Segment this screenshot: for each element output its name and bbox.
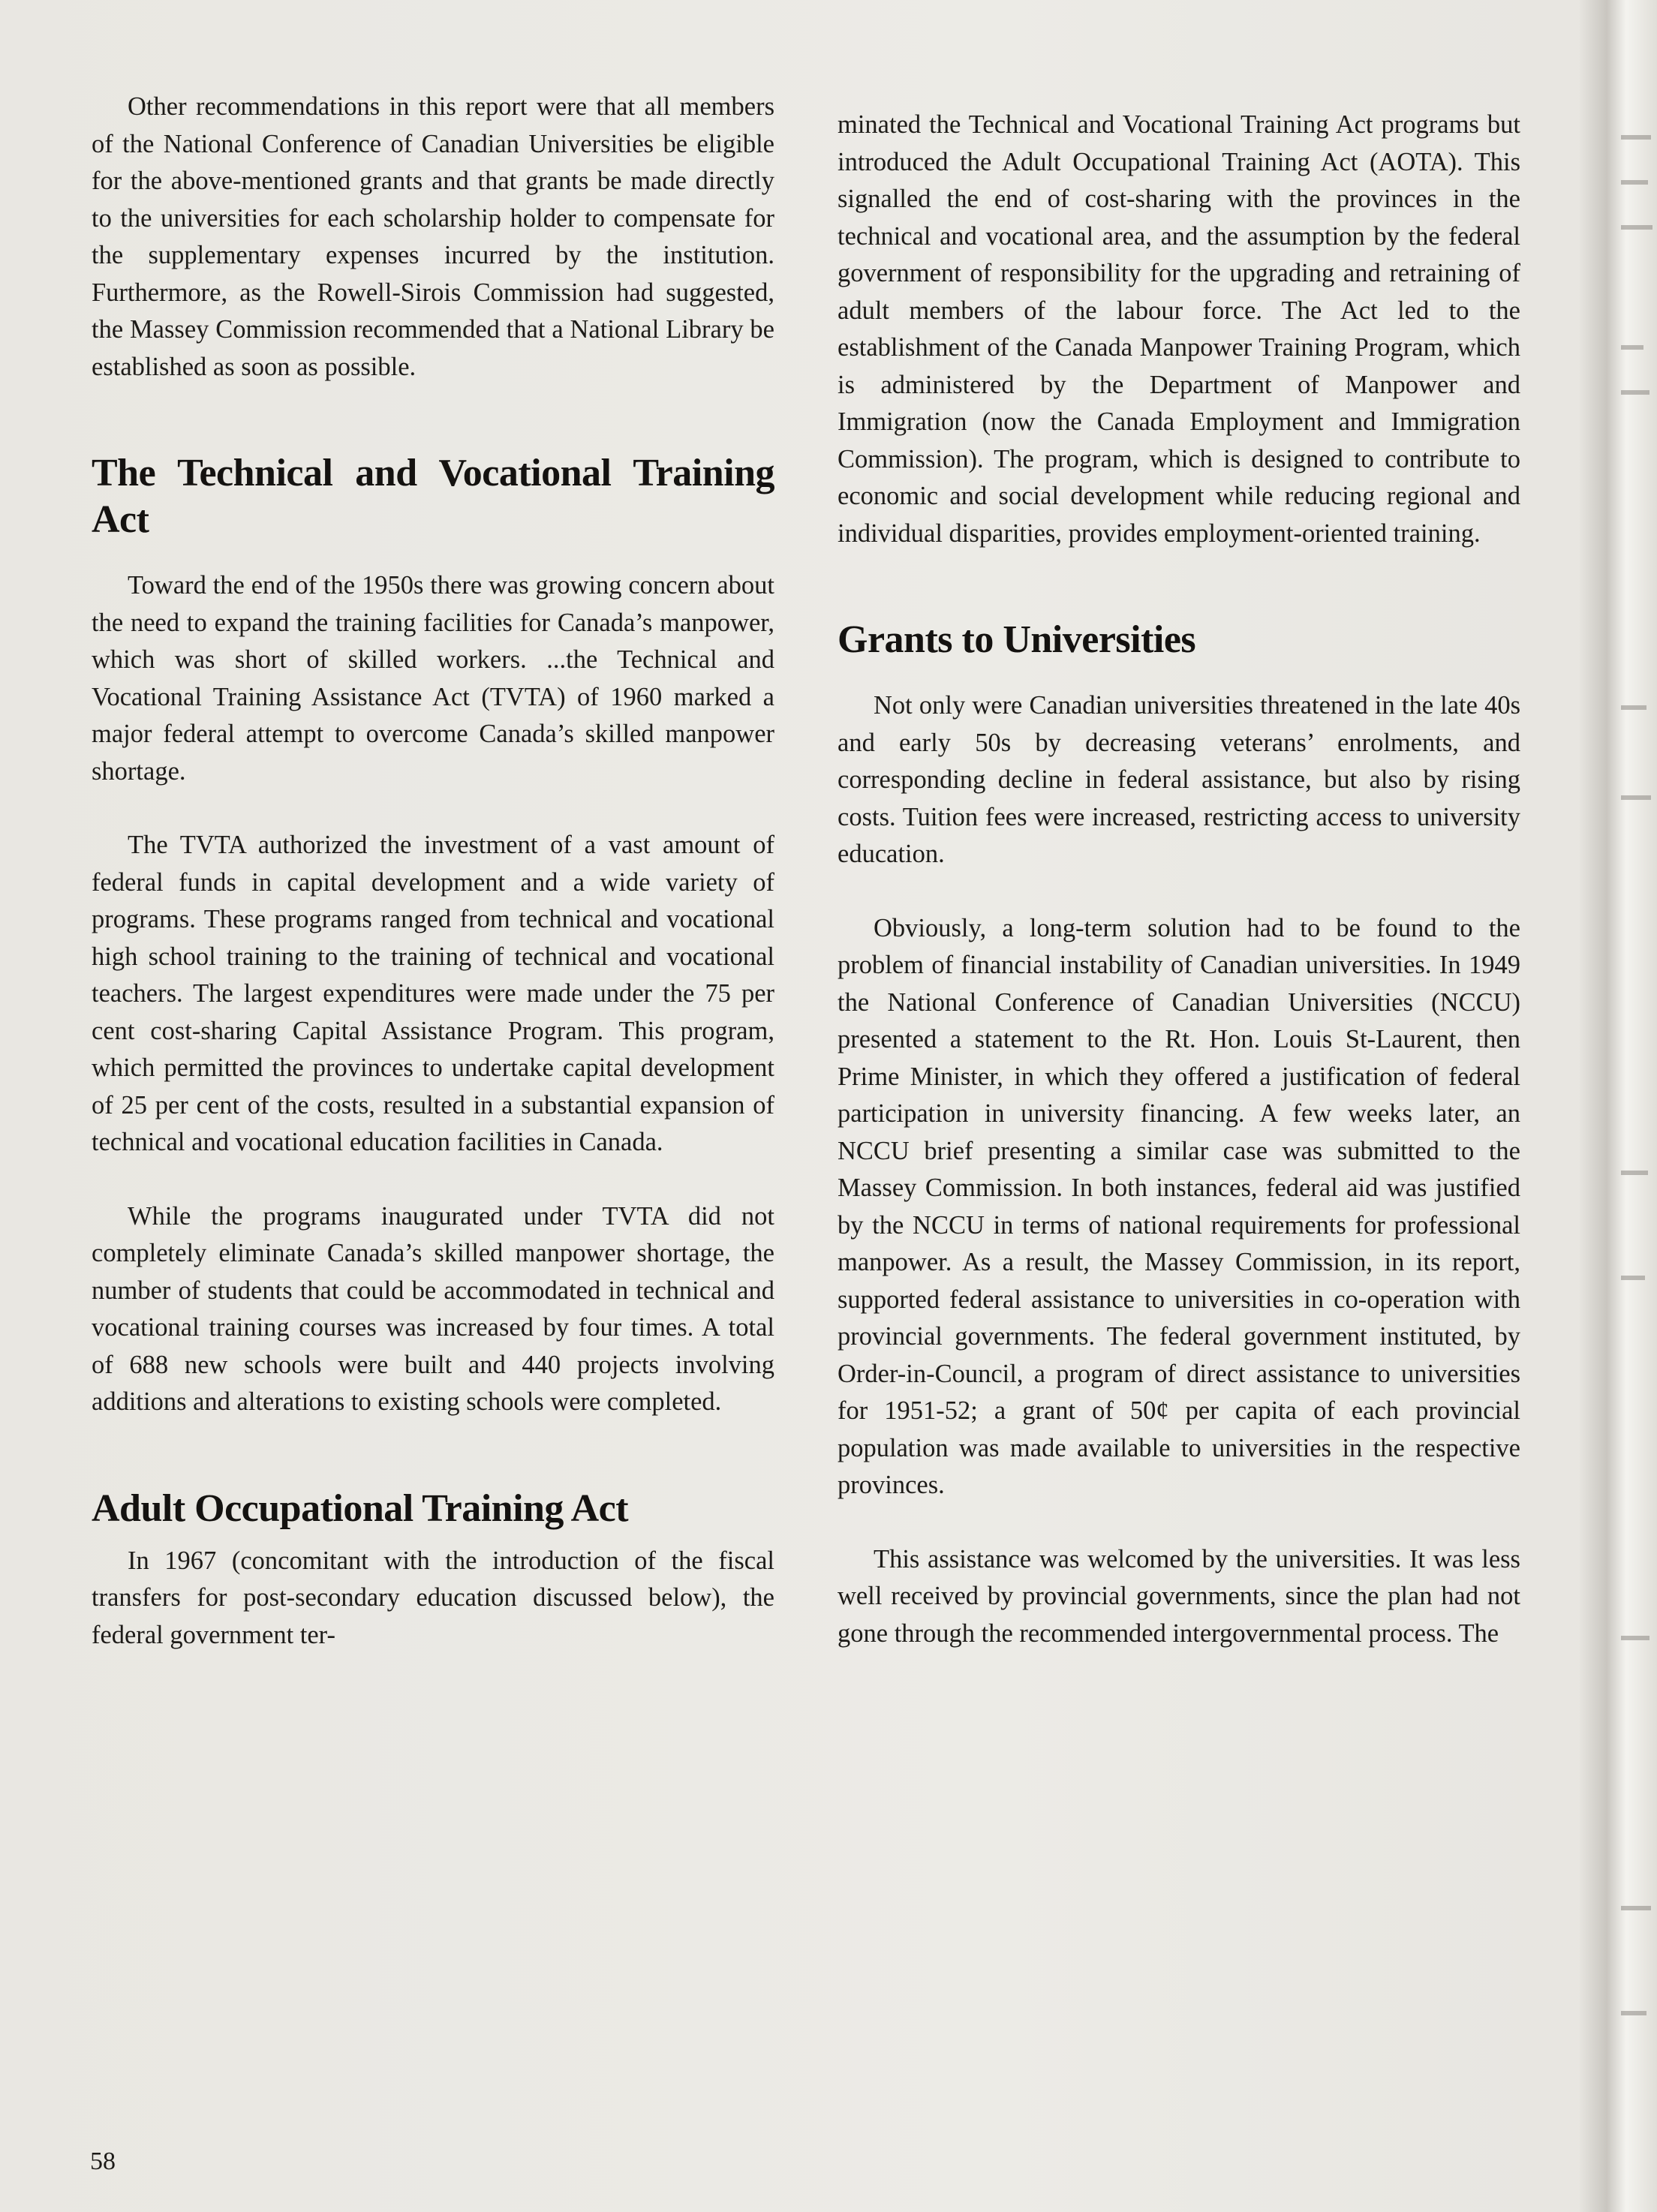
facing-page-bleed bbox=[1621, 180, 1648, 185]
facing-page-bleed bbox=[1621, 345, 1643, 350]
paragraph-university-threats: Not only were Canadian universities threatened in the late 40s and early 50s by decreasing veterans’ enrolments, and corresponding decline in federal assistance, but also by rising costs. Tuition fees were increased, restricting access to university education. bbox=[838, 691, 1520, 868]
page-number: 58 bbox=[90, 2147, 116, 2175]
facing-page-bleed bbox=[1621, 1171, 1648, 1175]
heading-technical-vocational-training-act: The Technical and Vocational Training Act bbox=[92, 452, 774, 541]
book-gutter-shadow bbox=[1580, 0, 1657, 2212]
paragraph-tvta-intro: Toward the end of the 1950s there was growing concern about the need to expand the training facilities for Canada’s manpower, which was short of skilled workers. ...the Technical and Vocational Training Assistance Act (TVTA) of 1960 marked a major federal attempt to overcome Canada’s skilled manpower shortage. bbox=[92, 571, 774, 786]
paragraph-tvta-investment: The TVTA authorized the investment of a vast amount of federal funds in capital development and a wide variety of programs. These programs ranged from technical and vocational high school training to the training of technical and vocational teachers. The largest expenditures were made under the 75 per cent cost-sharing Capital Assistance Program. This program, which permitted the provinces to undertake capital development of 25 per cent of the costs, resulted in a substantial expansion of technical and vocational education facilities in Canada. bbox=[92, 831, 774, 1156]
paragraph-long-term-solution: Obviously, a long-term solution had to be found to the problem of financial instability of Canadian universities. In 1949 the National Conference of Canadian Universities (NCCU) presented a statement to the Rt. Hon. Louis St-Laurent, then Prime Minister, in which they offered a justification of federal participation in university financing. A few weeks later, an NCCU brief presenting a similar case was submitted to the Massey Commission. In both instances, federal aid was justified by the NCCU in terms of national requirements for professional manpower. As a result, the Massey Commission, in its report, supported federal assistance to universities in co-operation with provincial governments. The federal government instituted, by Order-in-Council, a program of direct assistance to universities for 1951-52; a grant of 50¢ per capita of each provincial population was made available to universities in the respective provinces. bbox=[838, 913, 1520, 1499]
paragraph-aota-intro: In 1967 (concomitant with the introduction of the fiscal transfers for post-secondary education discussed below), the federal government ter- bbox=[92, 1546, 774, 1649]
left-column bbox=[92, 89, 774, 1654]
right-column bbox=[838, 107, 1520, 1652]
facing-page-bleed bbox=[1621, 1906, 1651, 1910]
heading-grants-to-universities: Grants to Universities bbox=[838, 618, 1196, 661]
facing-page-bleed bbox=[1621, 705, 1646, 710]
paragraph-tvta-results: While the programs inaugurated under TVTA did not completely eliminate Canada’s skilled manpower shortage, the number of students that could be accommodated in technical and vocational training courses was increased by four times. A total of 688 new schools were built and 440 projects involving additions and alterations to existing schools were completed. bbox=[92, 1201, 774, 1416]
facing-page-bleed bbox=[1621, 225, 1652, 230]
facing-page-bleed bbox=[1621, 1636, 1649, 1640]
facing-page-bleed bbox=[1621, 795, 1651, 800]
facing-page-bleed bbox=[1621, 135, 1651, 140]
facing-page-bleed bbox=[1621, 1276, 1645, 1280]
facing-page-bleed bbox=[1621, 390, 1649, 395]
heading-adult-occupational-training-act: Adult Occupational Training Act bbox=[92, 1486, 629, 1530]
paragraph-recommendations: Other recommendations in this report were that all members of the National Conference of Canadian Universities be eligible for the above-mentioned grants and that grants be made directly to the universities for each scholarship holder to compensate for the supplementary expenses incurred by the institution. Furthermore, as the Rowell-Sirois Commission had suggested, the Massey Commission recommended that a National Library be established as soon as possible. bbox=[92, 92, 774, 381]
paragraph-aota-continued: minated the Technical and Vocational Training Act programs but introduced the Adult Occupational Training Act (AOTA). This signalled the end of cost-sharing with the provinces in the technical and vocational area, and the assumption by the federal government of responsibility for the upgrading and retraining of adult members of the labour force. The Act led to the establishment of the Canada Manpower Training Program, which is administered by the Department of Manpower and Immigration (now the Canada Employment and Immigration Commission). The program, which is designed to contribute to economic and social development while reducing regional and individual disparities, provides employment-oriented training. bbox=[838, 110, 1520, 548]
paragraph-assistance-welcomed: This assistance was welcomed by the universities. It was less well received by provincial governments, since the plan had not gone through the recommended intergovernmental process. The bbox=[838, 1544, 1520, 1648]
facing-page-bleed bbox=[1621, 2011, 1646, 2015]
